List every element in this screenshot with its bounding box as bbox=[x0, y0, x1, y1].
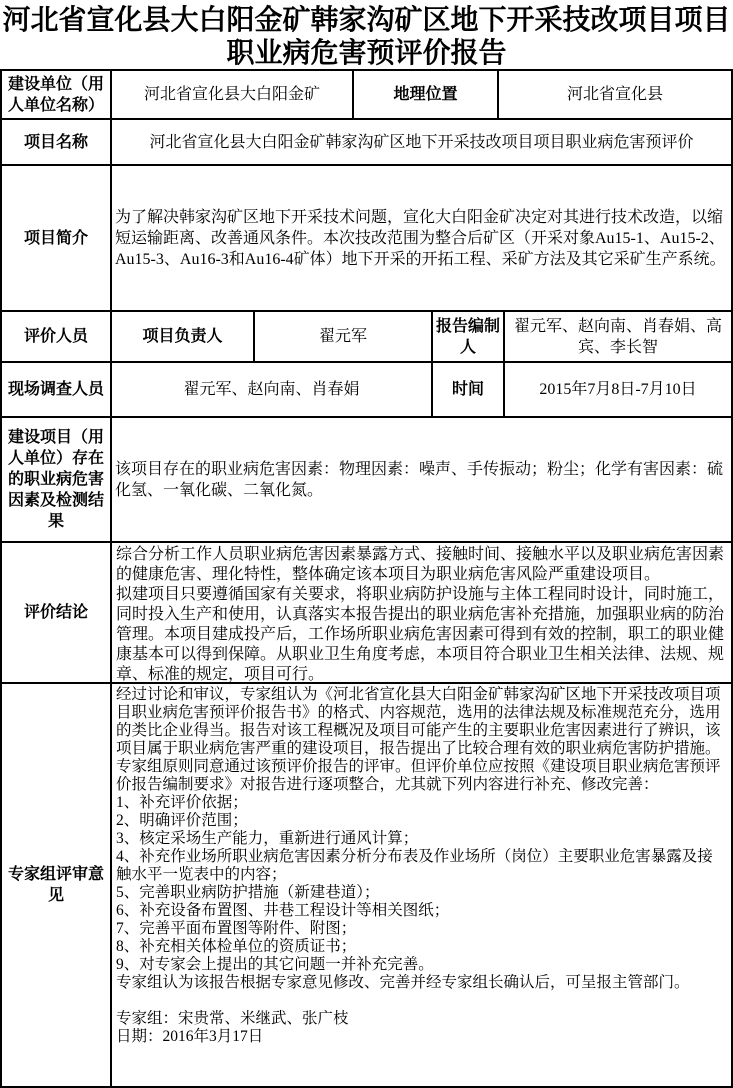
hazard-factors-text: 该项目存在的职业病危害因素：物理因素：噪声、手传振动；粉尘；化学有害因素：硫化氢、一氧化碳、二氧化氮。 bbox=[115, 460, 724, 499]
geo-location-label: 地理位置 bbox=[354, 71, 499, 118]
expert-review-item-5: 5、完善职业病防护措施（新建巷道）； bbox=[116, 884, 380, 901]
expert-review-item-3: 3、核定采场生产能力，重新进行通风计算； bbox=[116, 830, 419, 847]
hazard-factors-value bbox=[112, 418, 731, 541]
conclusion-paragraph-2: 拟建项目只要遵循国家有关要求，将职业病防护设施与主体工程同时设计，同时施工，同时投入生产和使用，认真落实本报告提出的职业病危害补充措施，加强职业病的防治管理。本项目建成投产后，工作场所职业病危害因素可得到有效的控制，职工的职业健康基本可以得到保障。从职业卫生角度考虑，本项目符合职业卫生相关法律、法规、规章、标准的规定，项目可行。 bbox=[116, 586, 725, 682]
conclusion-value bbox=[112, 543, 731, 682]
geo-location-value: 河北省宣化县 bbox=[566, 86, 663, 103]
project-intro-value bbox=[112, 166, 731, 310]
row-hazard-factors bbox=[2, 418, 731, 543]
row-construction-unit bbox=[2, 71, 731, 120]
blank-line bbox=[116, 992, 727, 1010]
project-name-label: 项目名称 bbox=[2, 120, 112, 164]
project-leader-value: 翟元军 bbox=[255, 312, 433, 361]
construction-unit-value: 河北省宣化县大白阳金矿 bbox=[112, 71, 354, 118]
conclusion-paragraph-1: 综合分析工作人员职业病危害因素暴露方式、接触时间、接触水平以及职业病危害因素的健康危害、理化特性，整体确定该本项目为职业病危害风险严重建设项目。 bbox=[116, 546, 725, 583]
conclusion-label: 评价结论 bbox=[2, 543, 112, 682]
review-date: 日期：2016年3月17日 bbox=[116, 1028, 264, 1045]
expert-review-item-1: 1、补充评价依据； bbox=[116, 794, 248, 811]
report-title: 河北省宣化县大白阳金矿韩家沟矿区地下开采技改项目项目职业病危害预评价报告 bbox=[2, 5, 731, 69]
hazard-factors-label: 建设项目（用人单位）存在的职业病危害因素及检测结果 bbox=[2, 418, 112, 541]
expert-review-value bbox=[112, 684, 731, 1086]
row-conclusion bbox=[2, 543, 731, 684]
report-table bbox=[0, 69, 733, 1088]
site-survey-label: 现场调查人员 bbox=[2, 363, 112, 416]
row-expert-review bbox=[2, 684, 731, 1086]
project-leader-label: 项目负责人 bbox=[112, 312, 255, 361]
expert-review-item-7: 7、完善平面布置图等附件、附图； bbox=[116, 920, 357, 937]
project-intro-text: 为了解决韩家沟矿区地下开采技术问题，宣化大白阳金矿决定对其进行技术改造，以缩短运输距离、改善通风条件。本次技改范围为整合后矿区（开采对象Au15-1、Au15-2、Au15-3、Au16-3和Au16-4矿体）地下开采的开拓工程、采矿方法及其它采矿生产系统。 bbox=[115, 208, 726, 268]
row-evaluators bbox=[2, 312, 731, 363]
site-survey-value: 翟元军、赵向南、肖春娟 bbox=[112, 363, 433, 416]
row-project-name bbox=[2, 120, 731, 166]
row-project-intro bbox=[2, 166, 731, 312]
report-compilers-label: 报告编制人 bbox=[433, 312, 505, 361]
expert-review-item-9: 9、对专家会上提出的其它问题一并补充完善。 bbox=[116, 956, 434, 973]
expert-review-item-8: 8、补充相关体检单位的资质证书； bbox=[116, 938, 357, 955]
project-intro-label: 项目简介 bbox=[2, 166, 112, 310]
report-compilers-value: 翟元军、赵向南、肖春娟、高宾、李长智 bbox=[513, 317, 722, 356]
project-name-value: 河北省宣化县大白阳金矿韩家沟矿区地下开采技改项目项目职业病危害预评价 bbox=[149, 133, 694, 151]
survey-time-label: 时间 bbox=[433, 363, 505, 416]
expert-review-intro: 经过讨论和审议，专家组认为《河北省宣化县大白阳金矿韩家沟矿区地下开采技改项目项目职业病危害预评价报告书》的格式、内容规范，选用的法律法规及标准规范充分，选用的类比企业得当。报告对该工程概况及项目可能产生的主要职业危害因素进行了辨识，该项目属于职业病危害严重的建设项目，报告提出了比较合理有效的职业病危害防护措施。专家组原则同意通过该预评价报告的评审。但评价单位应按照《建设项目职业病危害预评价报告编制要求》对报告进行逐项整合，尤其就下列内容进行补充、修改完善： bbox=[116, 686, 721, 793]
expert-group-signature: 专家组：宋贵常、米继武、张广枝 bbox=[116, 1010, 349, 1027]
expert-review-item-6: 6、补充设备布置图、井巷工程设计等相关图纸； bbox=[116, 902, 450, 919]
expert-review-label: 专家组评审意见 bbox=[2, 684, 112, 1086]
evaluators-label: 评价人员 bbox=[2, 312, 112, 361]
expert-review-item-4: 4、补充作业场所职业病危害因素分析分布表及作业场所（岗位）主要职业危害暴露及接触水平一览表中的内容； bbox=[116, 848, 713, 883]
construction-unit-label: 建设单位（用人单位名称） bbox=[2, 71, 112, 118]
expert-review-item-2: 2、明确评价范围； bbox=[116, 812, 248, 829]
survey-time-value: 2015年7月8日-7月10日 bbox=[539, 381, 697, 398]
row-site-survey bbox=[2, 363, 731, 418]
expert-review-closing: 专家组认为该报告根据专家意见修改、完善并经专家组长确认后，可呈报主管部门。 bbox=[116, 974, 690, 991]
